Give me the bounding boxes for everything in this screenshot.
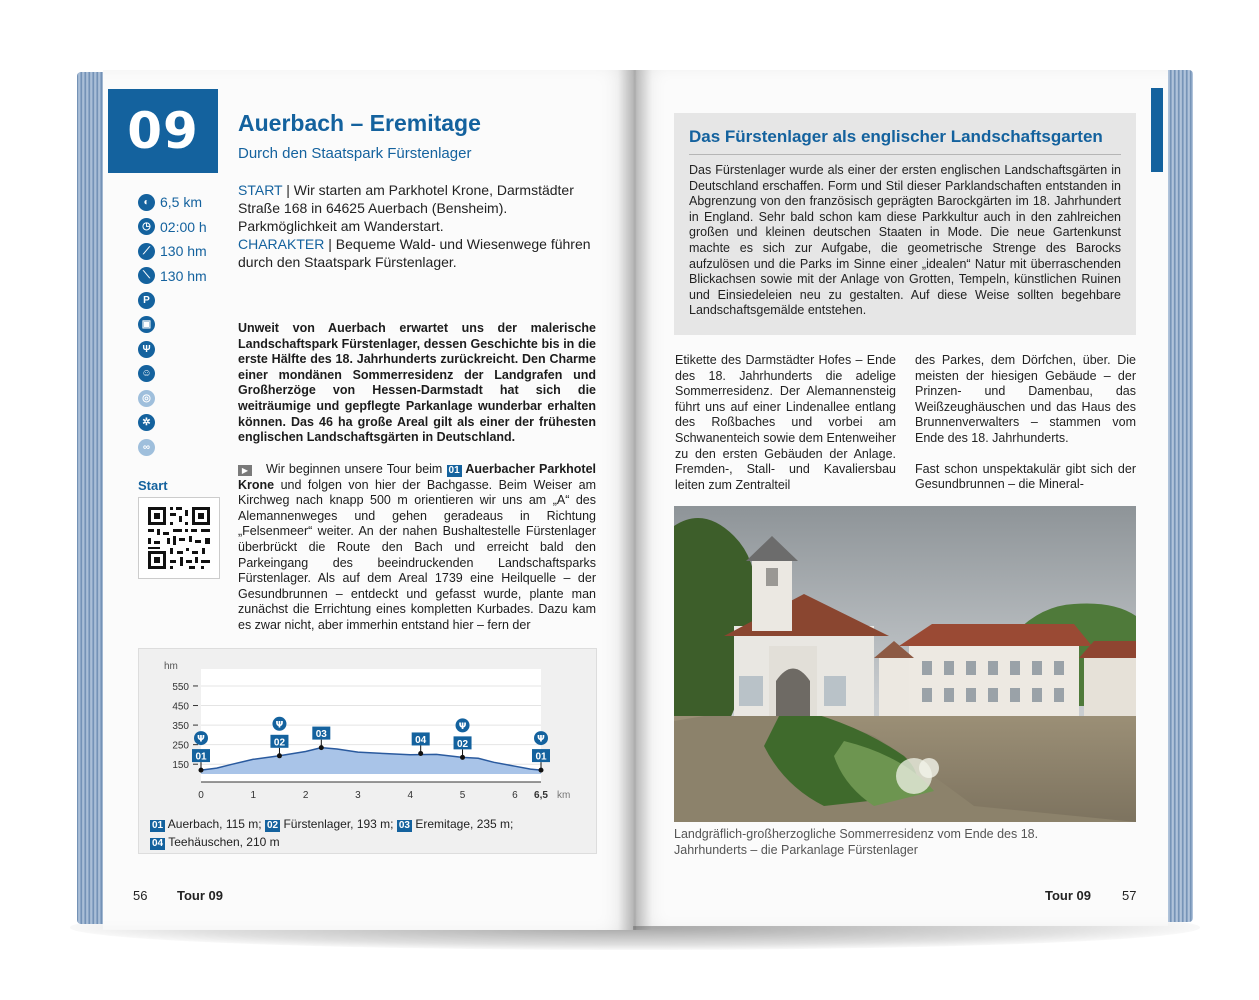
amenity-row	[138, 386, 207, 411]
y-tick-label: 550	[172, 681, 189, 693]
legend-text: Eremitage, 235 m;	[415, 817, 514, 831]
stat-duration	[138, 215, 207, 240]
body-bold: Auerbacher Parkhotel Krone	[238, 462, 597, 492]
waypoint-label: 02	[273, 737, 286, 749]
chapter-tab	[1151, 88, 1163, 172]
y-tick-label: 250	[172, 740, 189, 752]
tour-number-badge: 09	[108, 89, 218, 173]
info-box-title: Das Fürstenlager als englischer Landschaftsgarten	[689, 127, 1103, 146]
play-icon: ▶	[238, 465, 252, 476]
intro-paragraph: Unweit von Auerbach erwartet uns der malerische Landschaftspark Fürstenlager, dessen Geschichte bis in die erste Hälfte des 18. Jahrhunderts zurückreicht. Den Charme einer mondänen Sommerresidenz der Landgrafen und Großherzöge von Hessen-Darmstadt hat sich die weiträumige und gepflegte Parkanlage wunderbar erhalten können. Das 46 ha große Areal gilt als einer der frühesten englischen Landschaftsgärten in Deutschland.	[238, 321, 596, 445]
waypoint-badge: 01	[152, 820, 164, 831]
waypoint-badge: 04	[152, 838, 164, 849]
ascent-icon: ⟋	[138, 243, 155, 260]
body-post: und folgen von hier der Bachgasse. Beim Weiser am Kirchweg nach knapp 500 m orientieren wir uns am „A“ des Alemannenweges und gehen geradeaus in Richtung „Felsenmeer“ weiter. An der nahen Bushaltestelle Fürstenlager überbrückt die Route den Bach und erreicht bald den Parkeingang des beeindruckenden Landschaftsparks Fürstenlager. Als auf dem Areal 1739 eine Heilquelle – der Gesundbrunnen – entdeckt und gefasst wurde, plante man zunächst die Errichtung eines kompletten Kurbades. Dazu kam es zwar nicht, aber immerhin entstand hier – fern der	[238, 477, 596, 632]
stat-descent	[138, 264, 207, 289]
restaurant-marker-glyph: Ψ	[458, 721, 467, 732]
stat-value: 6,5 km	[160, 194, 203, 211]
col2-paragraph: des Parkes, dem Dörfchen, über. Die meisten der hiesigen Gebäude – der Prinzen- und Damenbau, das Weißzeughäuschen und das Haus des Brunnenverwalters – stammen vom Ende des 18. Jahrhunderts.	[915, 353, 1136, 445]
text-column-1: Etikette des Darmstädter Hofes – Ende des 18. Jahrhunderts die adelige Sommerresidenz. Der Alemannensteig führt uns auf einer Lindenallee entlang des Roßbaches und vorbei am Schwanenteich sowie dem Entenweiher zu den ersten Gebäuden der Anlage. Fremden-, Stall- und Kavaliersbau leiten zum Zentralteil	[675, 353, 896, 492]
x-tick-label: 5	[459, 790, 466, 801]
tour-title: Auerbach – Eremitage	[238, 110, 481, 136]
photo-graphic	[674, 506, 1136, 822]
waypoint-label: 01	[195, 751, 207, 763]
legend-line	[150, 833, 513, 851]
y-axis-label: hm	[164, 661, 178, 672]
amenity-row	[138, 411, 207, 436]
tour-info	[238, 181, 598, 271]
x-tick-label: 6,5	[534, 790, 548, 801]
y-tick-label: 150	[172, 760, 189, 772]
waypoint-label: 01	[535, 751, 547, 763]
tour-subtitle: Durch den Staatspark Fürstenlager	[238, 145, 472, 162]
qr-code[interactable]	[138, 497, 220, 579]
waypoint-badge: 01	[448, 465, 460, 476]
col2-paragraph: Fast schon unspektakulär gibt sich der Gesundbrunnen – die Mineral-	[915, 461, 1136, 492]
x-tick-label: 2	[302, 790, 309, 801]
body-pre: Wir beginnen unsere Tour beim	[266, 462, 447, 476]
clock-icon: ◷	[138, 218, 155, 235]
photo-caption: Landgräflich-großherzogliche Sommerresidenz vom Ende des 18. Jahrhunderts – die Parkanlage Fürstenlager	[674, 827, 1039, 857]
x-tick-label: 4	[407, 790, 414, 801]
amenity-row	[138, 337, 207, 362]
info-box-divider	[689, 154, 1121, 155]
parking-icon: P	[138, 292, 155, 309]
page-number-left: 56	[133, 888, 148, 903]
photo-summer-residence	[674, 506, 1136, 822]
legend-text: Auerbach, 115 m;	[167, 817, 262, 831]
restaurant-icon: Ψ	[138, 341, 155, 358]
footer-tour-left: Tour 09	[177, 888, 223, 903]
x-tick-label: 3	[355, 790, 361, 801]
profile-legend	[150, 815, 513, 851]
shade-icon: ✲	[138, 414, 155, 431]
kids-icon: ☺	[138, 365, 155, 382]
bike-icon: ∞	[138, 439, 155, 456]
waypoint-badge: 03	[398, 820, 410, 831]
amenity-row	[138, 313, 207, 338]
x-tick-label: 0	[198, 790, 204, 801]
stat-ascent	[138, 239, 207, 264]
waypoint-badge: 02	[266, 820, 279, 831]
stat-value: 130 hm	[160, 243, 207, 260]
start-label: START	[238, 182, 283, 198]
text-column-2	[915, 353, 1136, 493]
amenity-row	[138, 288, 207, 313]
stat-distance	[138, 190, 207, 215]
character-label: CHARAKTER	[238, 236, 325, 252]
page-number-right: 57	[1122, 888, 1137, 903]
distance-icon: ◐	[138, 194, 155, 211]
viewpoint-icon: ◎	[138, 390, 155, 407]
waypoint-label: 04	[415, 734, 427, 746]
stat-value: 02:00 h	[160, 218, 207, 235]
bus-icon: ▣	[138, 316, 155, 333]
qr-start-label: Start	[138, 478, 168, 493]
restaurant-marker-glyph: Ψ	[275, 720, 284, 731]
restaurant-marker-glyph: Ψ	[537, 734, 545, 745]
character-text: | Bequeme Wald- und Wiesenwege führen durch den Staatspark Fürstenlager.	[238, 236, 591, 270]
body-paragraph	[238, 462, 596, 634]
x-tick-label: 1	[250, 790, 257, 801]
descent-icon: ⟍	[138, 267, 155, 284]
legend-text: Fürstenlager, 193 m;	[283, 817, 394, 831]
qr-code-graphic	[139, 498, 219, 578]
x-tick-label: 6	[512, 790, 518, 801]
restaurant-marker-glyph: Ψ	[197, 734, 205, 745]
waypoint-label: 03	[315, 729, 327, 741]
stats-list	[138, 190, 207, 460]
y-tick-label: 450	[172, 701, 189, 713]
legend-text: Teehäuschen, 210 m	[168, 835, 280, 849]
y-tick-label: 350	[172, 721, 189, 733]
x-axis-label: km	[557, 790, 571, 801]
waypoint-label: 02	[456, 738, 469, 750]
stat-value: 130 hm	[160, 267, 207, 284]
footer-tour-right: Tour 09	[1045, 888, 1091, 903]
start-text: | Wir starten am Parkhotel Krone, Darmstädter Straße 168 in 64625 Auerbach (Bensheim). Parkmöglichkeit am Wanderstart.	[238, 182, 574, 234]
info-box-text: Das Fürstenlager wurde als einer der ersten englischen Landschaftsgärten in Deutschland erschaffen. Form und Stil dieser Parklandschaften entstanden in Abgrenzung von den französisch geprägten Barockgärten im 18. Jahrhundert in England. Sehr bald schon kam diese Parkkultur auch in den zahlreichen großen und kleinen deutschen Staaten in Mode. Die neue Gartenkunst machte es sich zur Aufgabe, die geometrische Strenge des Barocks aufzulösen und die Parks im Sinne einer „idealen“ Natur mit überraschenden Blickachsen sowie mit der Anlage von Grotten, Tempeln, künstlichen Ruinen und Einsiedeleien neu zu gestalten. Auf diese Weise sollten begehbare Landschaftsgemälde entstehen.	[689, 163, 1121, 318]
amenity-row	[138, 435, 207, 460]
legend-line	[150, 815, 513, 833]
amenity-row	[138, 362, 207, 387]
